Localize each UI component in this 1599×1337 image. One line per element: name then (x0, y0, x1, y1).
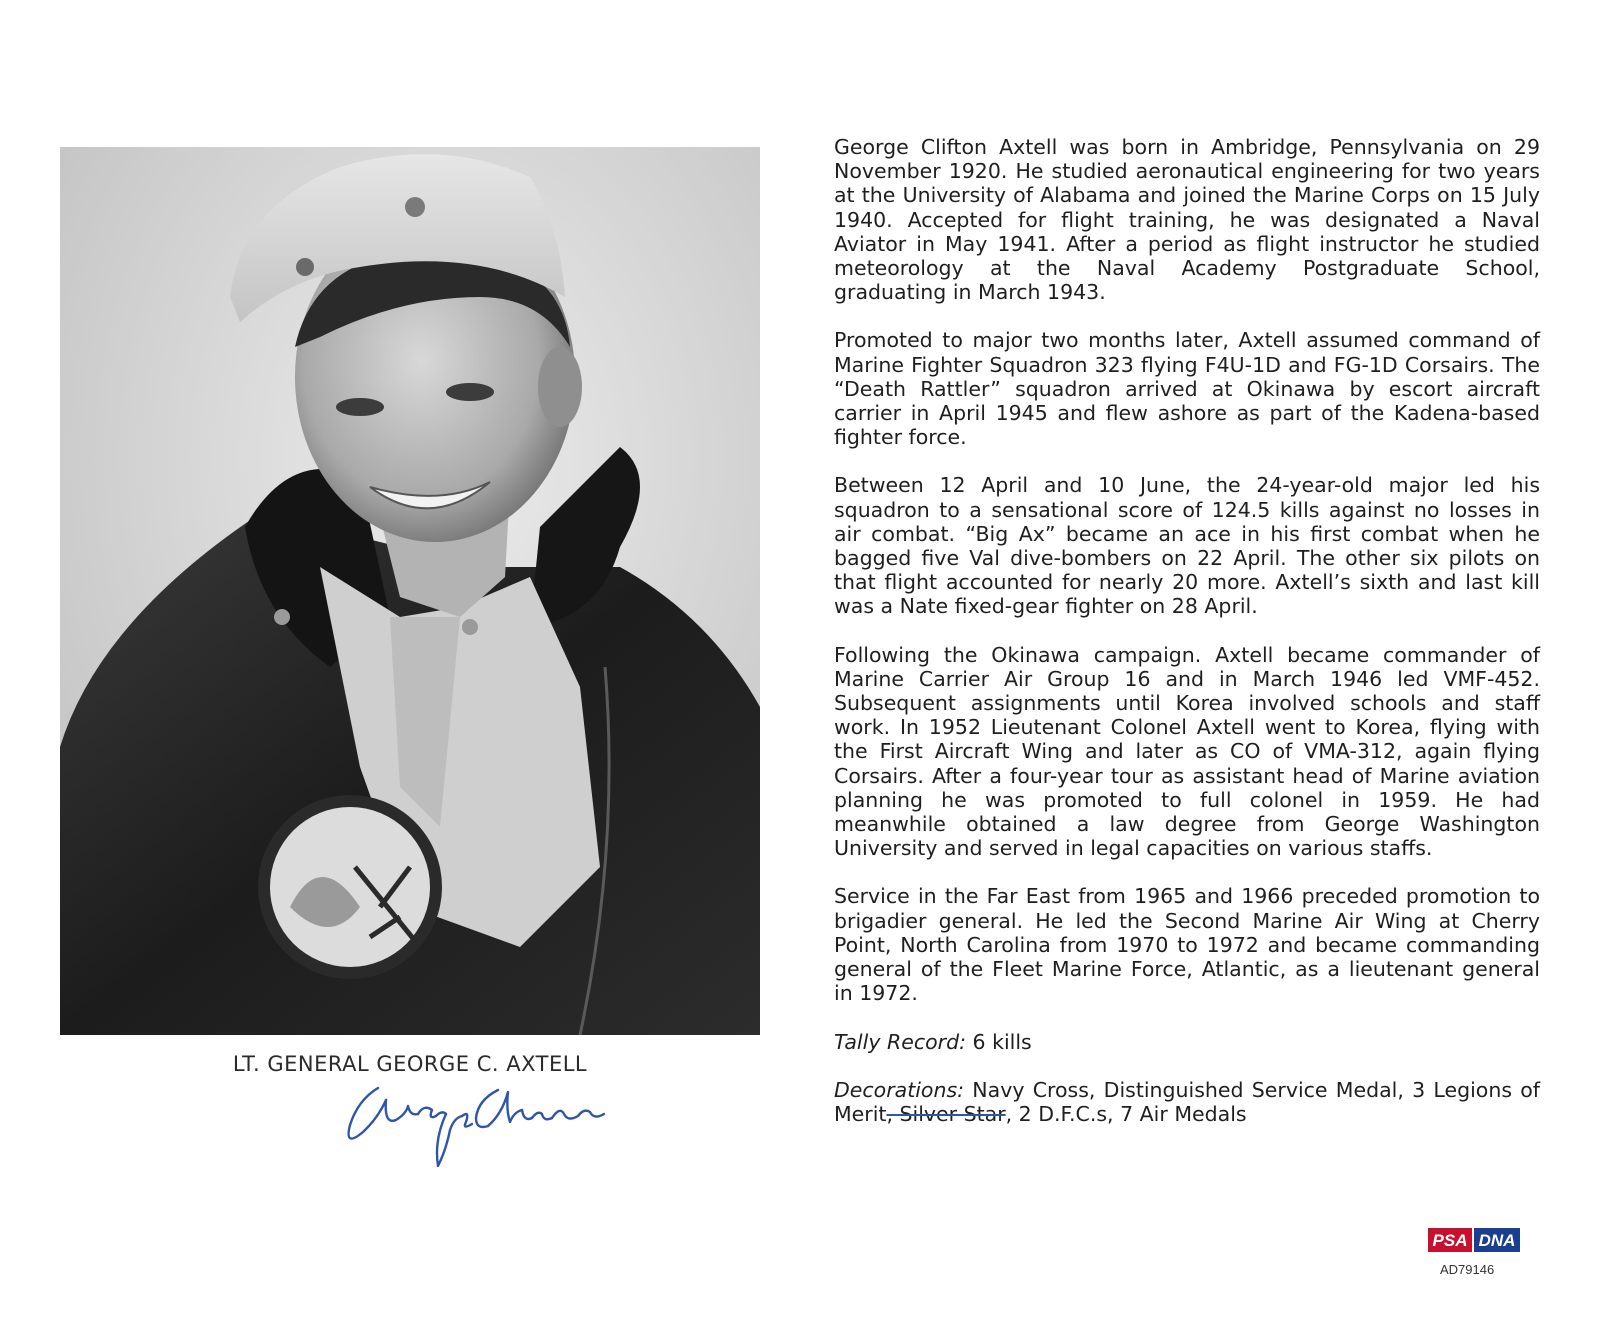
decorations-label: Decorations: (834, 1077, 965, 1102)
tally-label: Tally Record: (834, 1029, 966, 1054)
bio-paragraph: Following the Okinawa campaign. Axtell became commander of Marine Carrier Air Group 16 and in March 1946 led VMF-452. Subsequent assignments until Korea involved schools and staff work. In 1952 Lieutenant Colonel Axtell went to Korea, flying with the First Aircraft Wing and later as CO of VMA-312, again flying Corsairs. After a four-year tour as assistant head of Marine aviation planning he was promoted to full colonel in 1959. He had meanwhile obtained a law degree from George Washington University and served in legal capacities on various staffs. (834, 642, 1540, 861)
bio-paragraph: Between 12 April and 10 June, the 24-year-old major led his squadron to a sensational score of 124.5 kills against no losses in air combat. “Big Ax” became an ace in his first combat when he bagged five Val dive-bombers on 22 April. The other six pilots on that flight accounted for nearly 20 more. Axtell’s sixth and last kill was a Nate fixed-gear fighter on 28 April. (834, 473, 1540, 619)
svg-text:DNA: DNA (1478, 1231, 1516, 1250)
decorations (834, 1078, 1540, 1126)
portrait-illustration (60, 147, 760, 1035)
decorations-text-end: , 2 D.F.C.s, 7 Air Medals (1005, 1101, 1247, 1126)
bio-paragraph: Service in the Far East from 1965 and 1966 preceded promotion to brigadier general. He led the Second Marine Air Wing at Cherry Point, North Carolina from 1970 to 1972 and became commanding general of the Fleet Marine Force, Atlantic, as a lieutenant general in 1972. (834, 884, 1540, 1006)
portrait-caption: LT. GENERAL GEORGE C. AXTELL (232, 1052, 588, 1076)
bio-paragraph: Promoted to major two months later, Axtell assumed command of Marine Fighter Squadron 323 flying F4U-1D and FG-1D Corsairs. The “Death Rattler” squadron arrived at Okinawa by escort aircraft carrier in April 1945 and flew ashore as part of the Kadena-based fighter force. (834, 328, 1540, 450)
decorations-text: Navy Cross, Distinguished Service Medal, 3 Legions of Merit (834, 1077, 1540, 1126)
certification-number: AD79146 (1440, 1262, 1495, 1277)
psa-dna-logo (1428, 1228, 1520, 1252)
biography (834, 135, 1540, 1150)
autograph-signature (338, 1070, 628, 1180)
decorations-struck-text: , Silver Star (886, 1101, 1006, 1126)
tally-value: 6 kills (966, 1029, 1032, 1054)
tally-record (834, 1030, 1540, 1054)
svg-text:PSA: PSA (1432, 1231, 1468, 1250)
portrait-photo (60, 147, 760, 1035)
bio-paragraph: George Clifton Axtell was born in Ambridge, Pennsylvania on 29 November 1920. He studied aeronautical engineering for two years at the University of Alabama and joined the Marine Corps on 15 July 1940. Accepted for flight training, he was designated a Naval Aviator in May 1941. After a period as flight instructor he studied meteorology at the Naval Academy Postgraduate School, graduating in March 1943. (834, 135, 1540, 305)
